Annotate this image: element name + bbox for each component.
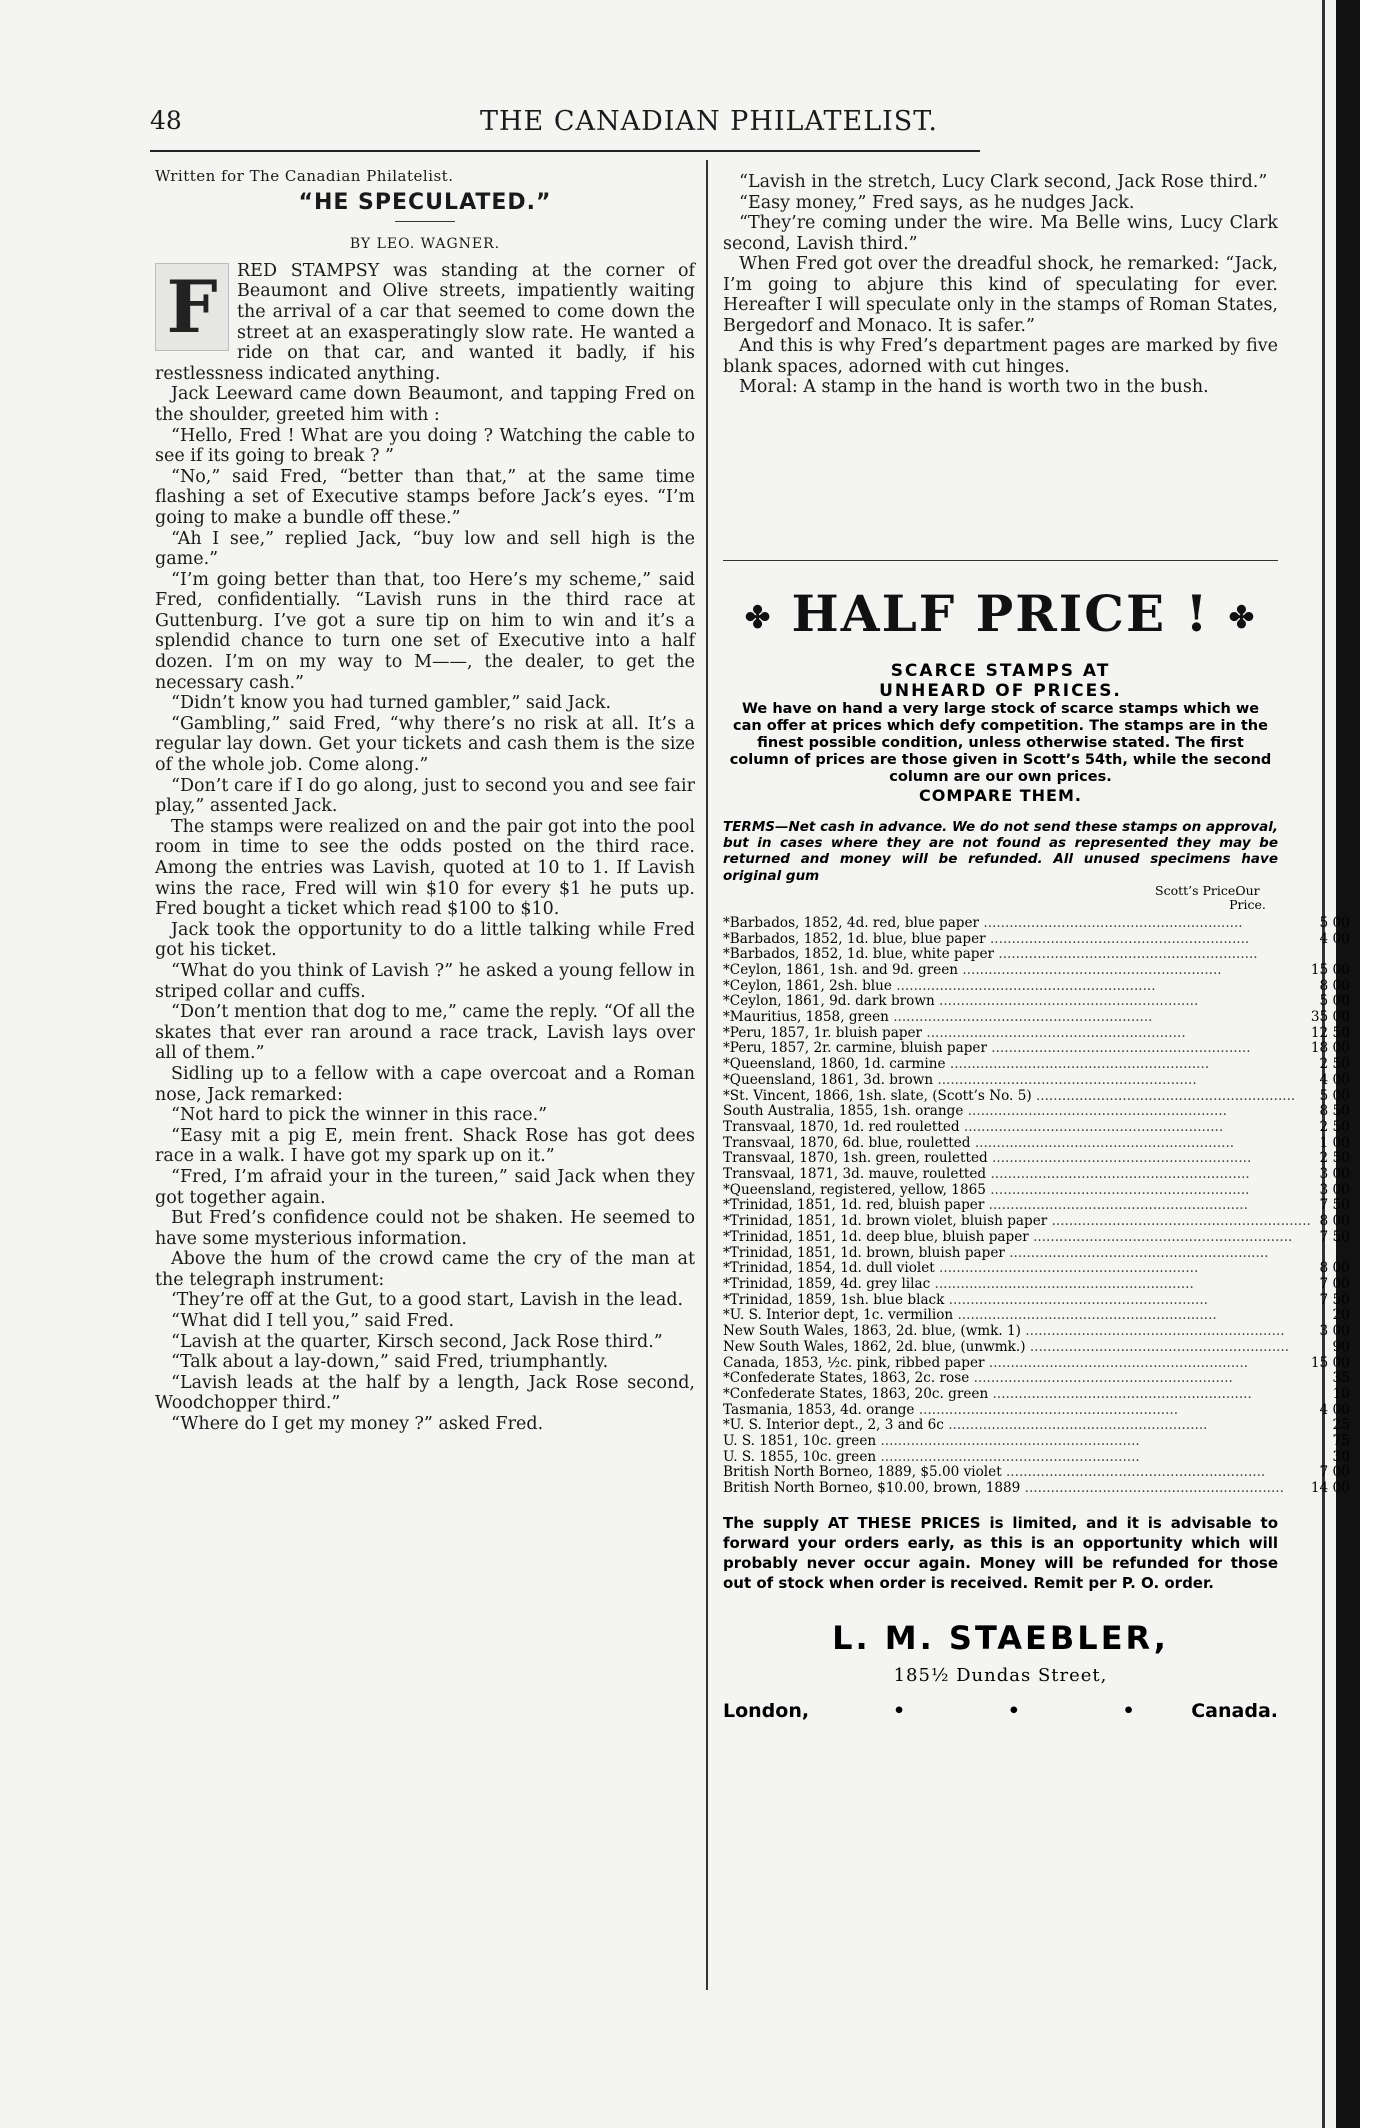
scott-price: 7 50 <box>1319 1291 1350 1308</box>
leader-dots: ............................................................ <box>1004 1245 1269 1261</box>
story-paragraph: “What did I tell you,” said Fred. <box>171 1311 455 1332</box>
story-paragraph: Moral: A stamp in the hand is worth two in the bush. <box>739 377 1209 397</box>
scott-price: 18 00 <box>1310 1040 1350 1057</box>
ad-subhead <box>723 661 1278 701</box>
story-title: “HE SPECULATED.” <box>298 189 552 215</box>
scott-price: 8 00 <box>1319 1213 1350 1230</box>
running-title: THE CANADIAN PHILATELIST. <box>480 106 938 137</box>
stamp-row <box>723 1183 1399 1199</box>
story-paragraph: “Ah I see,” replied Jack, “buy low and sell high is the game.” <box>155 528 695 570</box>
leader-dots: ............................................................ <box>994 947 1258 963</box>
stamp-row <box>723 1356 1399 1372</box>
leader-dots: ............................................................ <box>1020 1481 1284 1497</box>
leader-dots: ............................................................ <box>1028 1229 1293 1245</box>
scan-margin <box>1360 0 1400 2128</box>
column-divider <box>706 160 708 1990</box>
stamp-row <box>723 1041 1399 1057</box>
stamp-row <box>723 1198 1399 1214</box>
scott-price: 35 00 <box>1310 1009 1350 1026</box>
story-paragraph: “Where do I get my money ?” asked Fred. <box>171 1414 544 1435</box>
stamp-row <box>723 1308 1399 1324</box>
stamp-description: British North Borneo, $10.00, brown, 1889 <box>723 1481 1021 1497</box>
scott-price: 1 00 <box>1319 1134 1350 1151</box>
story-paragraph: “What do you think of Lavish ?” he asked a young fellow in striped collar and cuffs. <box>155 960 695 1002</box>
stamp-row <box>723 1026 1399 1042</box>
story-paragraph: And this is why Fred’s department pages are marked by five blank spaces, adorned with cut hinges. <box>723 336 1278 377</box>
scott-price: 5 00 <box>1319 993 1350 1010</box>
story-paragraph: “Don’t mention that dog to me,” came the reply. “Of all the skates that ever ran around a race track, Lavish lays over all of them.” <box>155 1002 695 1064</box>
advertiser-city: London, <box>723 1699 810 1722</box>
ad-headline-text: HALF PRICE ! <box>791 584 1210 643</box>
stamp-description: U. S. 1851, 10c. green <box>723 1434 877 1450</box>
stamp-row <box>723 1057 1399 1073</box>
scott-price: 5 00 <box>1319 1087 1350 1104</box>
stamp-description: *Trinidad, 1851, 1d. brown, bluish paper <box>723 1245 1005 1261</box>
right-ornament-icon: ✤ <box>1228 600 1257 636</box>
scott-price: 2 50 <box>1319 1118 1350 1135</box>
story-byline: BY LEO. WAGNER. <box>349 236 501 253</box>
stamp-description: New South Wales, 1862, 2d. blue, (unwmk.) <box>723 1339 1026 1355</box>
story-paragraph: RED STAMPSY was standing at the corner of Beaumont and Olive streets, impatiently waiting the arrival of a car that seemed to come down the street at an exasperatingly slow rate. He wanted a ride on that car, and wanted it badly, if his restlessness indicated anything. <box>155 260 695 384</box>
leader-dots: ............................................................ <box>969 1371 1233 1387</box>
scott-price: 3 00 <box>1319 1181 1350 1198</box>
scott-price: 10 <box>1332 1385 1350 1402</box>
leader-dots: ............................................................ <box>959 1119 1224 1135</box>
supply-note: The supply AT THESE PRICES is limited, and it is advisable to forward your orders early, as this is an opportunity which will probably never occur again. Money will be refunded for those out of stock when order is received. Remit per P. O. order. <box>723 1513 1278 1592</box>
stamp-row <box>723 1261 1399 1277</box>
stamp-row <box>723 1104 1399 1120</box>
story-paragraph: “Didn’t know you had turned gambler,” said Jack. <box>171 693 612 714</box>
leader-dots: ............................................................ <box>922 1025 1186 1041</box>
stamp-row <box>723 1120 1399 1136</box>
stamp-row <box>723 1246 1399 1262</box>
stamp-row <box>723 1387 1399 1403</box>
leader-dots: ............................................................ <box>934 1261 1199 1277</box>
leader-dots: ............................................................ <box>970 1135 1235 1151</box>
stamp-row <box>723 994 1399 1010</box>
scott-price: 15 00 <box>1310 1354 1350 1371</box>
story-paragraph: “Hello, Fred ! What are you doing ? Watching the cable to see if its going to break ? ” <box>155 425 695 467</box>
stamp-description: *Mauritius, 1858, green <box>723 1010 889 1026</box>
scott-price: 4 00 <box>1319 930 1350 947</box>
story-paragraph: Jack took the opportunity to do a little talking while Fred got his ticket. <box>155 919 695 961</box>
leader-dots: ............................................................ <box>984 1355 1249 1371</box>
leader-dots: ............................................................ <box>1031 1088 1296 1104</box>
leader-dots: ............................................................ <box>988 1386 1252 1402</box>
story-paragraph: Jack Leeward came down Beaumont, and tapping Fred on the shoulder, greeted him with : <box>155 384 695 425</box>
scott-price: 5 00 <box>1319 914 1350 931</box>
leader-dots: ............................................................ <box>876 1434 1140 1450</box>
stamp-description: *Confederate States, 1863, 2c. rose <box>723 1371 970 1387</box>
city-dots: • • • <box>893 1699 1183 1722</box>
leader-dots: ............................................................ <box>944 1292 1208 1308</box>
scott-price <box>1311 1246 1360 1262</box>
leader-dots: ............................................................ <box>876 1449 1140 1465</box>
story-paragraph: “Talk about a lay-down,” said Fred, triumphantly. <box>171 1352 609 1373</box>
stamp-description: *Barbados, 1852, 1d. blue, blue paper <box>723 931 986 947</box>
stamp-description: Canada, 1853, ½c. pink, ribbed paper <box>723 1355 985 1371</box>
stamp-row <box>723 1418 1399 1434</box>
stamp-description: British North Borneo, 1889, $5.00 violet <box>723 1465 1002 1481</box>
leader-dots: ............................................................ <box>1047 1214 1311 1230</box>
leader-dots: ............................................................ <box>979 915 1243 931</box>
stamp-description: *Trinidad, 1859, 4d. grey lilac <box>723 1276 931 1292</box>
stamp-description: U. S. 1855, 10c. green <box>723 1449 877 1465</box>
leader-dots: ............................................................ <box>958 962 1222 978</box>
story-paragraph: “Don’t care if I do go along, just to second you and see fair play,” assented Jack. <box>155 775 695 817</box>
half-price-advertisement <box>723 578 1350 1726</box>
stamp-row <box>723 1403 1399 1419</box>
stamp-row <box>723 1324 1399 1340</box>
leader-dots: ............................................................ <box>930 1276 1194 1292</box>
stamp-description: *Peru, 1857, 2r. carmine, bluish paper <box>723 1041 987 1057</box>
stamp-description: *Confederate States, 1863, 20c. green <box>723 1386 989 1402</box>
advertiser-name: L. M. STAEBLER, <box>832 1618 1169 1657</box>
leader-dots: ............................................................ <box>963 1104 1227 1120</box>
story-paragraph: “Gambling,” said Fred, “why there’s no risk at all. It’s a regular lay down. Get your tickets and cash them is the size of the whole job. Come along.” <box>155 713 695 776</box>
stamp-row <box>723 1450 1399 1466</box>
drop-cap: F <box>155 263 229 351</box>
stamp-description: *Ceylon, 1861, 1sh. and 9d. green <box>723 962 959 978</box>
scott-price: 20 <box>1332 1307 1350 1324</box>
stamp-description: South Australia, 1855, 1sh. orange <box>723 1104 964 1120</box>
story-paragraph: When Fred got over the dreadful shock, he remarked: “Jack, I’m going to abjure this kind of speculating for ever. Hereafter I will speculate only in the stamps of Roman States, Bergedorf and Monaco. It is safer.” <box>723 254 1278 336</box>
ad-separator-rule <box>723 560 1278 561</box>
stamp-description: *Trinidad, 1851, 1d. brown violet, bluish paper <box>723 1214 1048 1230</box>
scott-price: 2 50 <box>1319 1150 1350 1167</box>
stamp-row <box>723 1230 1399 1246</box>
scott-price: 15 00 <box>1310 961 1350 978</box>
stamp-description: *Trinidad, 1851, 1d. deep blue, bluish paper <box>723 1229 1029 1245</box>
story-paragraph: ‘They’re off at the Gut, to a good start, Lavish in the lead. <box>171 1290 684 1311</box>
title-rule <box>395 221 455 222</box>
leader-dots: ............................................................ <box>985 931 1250 947</box>
story-continued-column <box>723 172 1278 398</box>
scott-price: 3 00 <box>1319 1166 1350 1183</box>
stamp-row <box>723 1089 1399 1105</box>
stamp-description: *St. Vincent, 1866, 1sh. slate, (Scott’s No. 5) <box>723 1088 1032 1104</box>
stamp-row <box>723 947 1399 963</box>
story-paragraph: “No,” said Fred, “better than that,” at the same time flashing a set of Executive stamps before Jack’s eyes. “I’m going to make a bundle off these.” <box>155 466 695 528</box>
page-header <box>150 106 980 146</box>
stamp-description: *U. S. Interior dept, 1c. vermilion <box>723 1308 954 1324</box>
scott-price: 75 <box>1332 1433 1350 1450</box>
stamp-description: Transvaal, 1871, 3d. mauve, rouletted <box>723 1167 987 1183</box>
scott-price: 7 00 <box>1319 1275 1350 1292</box>
ad-headline <box>723 584 1278 643</box>
stamp-row <box>723 1371 1399 1387</box>
story-paragraph: Sidling up to a fellow with a cape overcoat and a Roman nose, Jack remarked: <box>155 1063 695 1105</box>
advertiser-city-line <box>723 1700 1278 1726</box>
story-paragraph: “Lavish in the stretch, Lucy Clark second, Jack Rose third.” <box>739 172 1268 192</box>
scott-price: 90 <box>1332 1338 1350 1355</box>
leader-dots: ............................................................ <box>1020 1324 1285 1340</box>
scott-price: 4 00 <box>1319 1401 1350 1418</box>
leader-dots: ............................................................ <box>987 1151 1252 1167</box>
story-paragraph: “They’re coming under the wire. Ma Belle wins, Lucy Clark second, Lavish third.” <box>723 213 1278 254</box>
stamp-price-list <box>723 916 1399 1497</box>
stamp-description: *Barbados, 1852, 1d. blue, white paper <box>723 947 995 963</box>
stamp-row <box>723 1465 1399 1481</box>
ad-subhead-line-1: SCARCE STAMPS AT <box>890 661 1111 681</box>
leader-dots: ............................................................ <box>953 1308 1217 1324</box>
scott-price: 14 00 <box>1310 1480 1350 1497</box>
stamp-description: *Ceylon, 1861, 2sh. blue <box>723 978 892 994</box>
stamp-description: *Ceylon, 1861, 9d. dark brown <box>723 994 935 1010</box>
scott-price: 3 00 <box>1319 1323 1350 1340</box>
leader-dots: ............................................................ <box>984 1198 1248 1214</box>
scott-price: 7 00 <box>1319 1464 1350 1481</box>
page-number: 48 <box>150 106 182 135</box>
story-paragraph: “Lavish leads at the half by a length, Jack Rose second, Woodchopper third.” <box>155 1372 695 1414</box>
story-paragraph: “Not hard to pick the winner in this race.” <box>171 1105 548 1126</box>
stamp-row <box>723 1214 1399 1230</box>
stamp-row <box>723 1277 1399 1293</box>
leader-dots: ............................................................ <box>985 1182 1250 1198</box>
price-column-headers <box>723 884 1278 916</box>
story-paragraph: But Fred’s confidence could not be shaken. He seemed to have some mysterious information. <box>155 1208 695 1249</box>
left-ornament-icon: ✤ <box>744 600 773 636</box>
stamp-row <box>723 1293 1399 1309</box>
stamp-row <box>723 1073 1399 1089</box>
stamp-row <box>723 1151 1399 1167</box>
story-paragraph: Above the hum of the crowd came the cry of the man at the telegraph instrument: <box>155 1249 695 1290</box>
ad-compare: COMPARE THEM. <box>919 786 1082 805</box>
ad-terms: TERMS—Net cash in advance. We do not send these stamps on approval, but in cases where they are not found as represented they may be returned and money will be refunded. All unused specimens have original gum <box>723 819 1278 884</box>
stamp-description: Transvaal, 1870, 6d. blue, rouletted <box>723 1135 971 1151</box>
scott-price: 4 00 <box>1319 1071 1350 1088</box>
leader-dots: ............................................................ <box>914 1402 1179 1418</box>
story-column <box>155 166 695 1435</box>
scott-price: 8 00 <box>1319 1260 1350 1277</box>
leader-dots: ............................................................ <box>943 1418 1208 1434</box>
advertiser-country: Canada. <box>1191 1699 1278 1722</box>
stamp-row <box>723 963 1399 979</box>
scott-price-header: Scott’s Price. <box>1155 882 1240 898</box>
story-paragraph: “Easy money,” Fred says, as he nudges Jack. <box>739 192 1135 213</box>
story-paragraph: “Lavish at the quarter, Kirsch second, Jack Rose third.” <box>171 1331 663 1352</box>
scott-price: 2 50 <box>1319 1056 1350 1073</box>
scott-price: 30 <box>1332 1448 1350 1465</box>
stamp-row <box>723 1167 1399 1183</box>
header-rule <box>150 150 980 152</box>
stamp-row <box>723 1434 1399 1450</box>
story-paragraph: The stamps were realized on and the pair got into the pool room in time to see the odds posted on the third race. Among the entries was Lavish, quoted at 10 to 1. If Lavish wins the race, Fred will win $10 for every $1 he puts up. Fred bought a ticket which read $100 to $10. <box>155 816 695 920</box>
stamp-description: *Trinidad, 1859, 1sh. blue black <box>723 1292 945 1308</box>
story-paragraph: “Fred, I’m afraid your in the tureen,” said Jack when they got together again. <box>155 1166 695 1208</box>
stamp-row <box>723 1340 1399 1356</box>
stamp-row <box>723 1136 1399 1152</box>
scott-price: 35 <box>1332 1370 1350 1387</box>
leader-dots: ............................................................ <box>986 1167 1250 1183</box>
stamp-description: *Trinidad, 1854, 1d. dull violet <box>723 1261 935 1277</box>
ad-subhead-line-2: UNHEARD OF PRICES. <box>879 681 1122 701</box>
story-credit: Written for The Canadian Philatelist. <box>155 167 454 185</box>
scott-price: 7 50 <box>1319 1197 1350 1214</box>
leader-dots: ............................................................ <box>888 1010 1153 1026</box>
stamp-description: Transvaal, 1870, 1d. red rouletted <box>723 1119 960 1135</box>
stamp-description: *U. S. Interior dept., 2, 3 and 6c <box>723 1418 944 1434</box>
stamp-row <box>723 932 1399 948</box>
scott-price: 12 50 <box>1310 1024 1350 1041</box>
scott-price <box>1311 947 1360 963</box>
scott-price: 7 50 <box>1319 1228 1350 1245</box>
story-paragraph: “Easy mit a pig E, mein frent. Shack Rose has got dees race in a walk. I have got my spark up on it.” <box>155 1125 695 1167</box>
story-continued-body <box>723 172 1278 398</box>
leader-dots: ............................................................ <box>986 1041 1251 1057</box>
stamp-description: *Queensland, registered, yellow, 1865 <box>723 1182 986 1198</box>
leader-dots: ............................................................ <box>891 978 1156 994</box>
stamp-description: Transvaal, 1870, 1sh. green, rouletted <box>723 1151 988 1167</box>
stamp-row <box>723 1010 1399 1026</box>
ad-blurb: We have on hand a very large stock of scarce stamps which we can offer at prices which defy competition. The stamps are in the finest possible condition, unless otherwise stated. The first column of prices are those given in Scott’s 54th, while the second column are our own prices. <box>729 701 1272 785</box>
story-body <box>155 261 695 1435</box>
stamp-description: New South Wales, 1863, 2d. blue, (wmk. 1) <box>723 1324 1021 1340</box>
stamp-description: *Queensland, 1860, 1d. carmine <box>723 1057 946 1073</box>
leader-dots: ............................................................ <box>1025 1339 1290 1355</box>
stamp-row <box>723 1481 1399 1497</box>
leader-dots: ............................................................ <box>933 1072 1197 1088</box>
advertiser-street: 185½ Dundas Street, <box>893 1664 1108 1686</box>
story-paragraph: “I’m going better than that, too Here’s my scheme,” said Fred, confidentially. “Lavish runs in the third race at Guttenburg. I’ve got a sure tip on him to win and it’s a splendid chance to turn one set of Executive into a half dozen. I’m on my way to M——, the dealer, to get the necessary cash.” <box>155 569 695 693</box>
stamp-description: *Trinidad, 1851, 1d. red, bluish paper <box>723 1198 985 1214</box>
leader-dots: ............................................................ <box>934 994 1199 1010</box>
stamp-description: *Queensland, 1861, 3d. brown <box>723 1072 934 1088</box>
stamp-description: *Peru, 1857, 1r. bluish paper <box>723 1025 923 1041</box>
leader-dots: ............................................................ <box>945 1057 1210 1073</box>
scott-price: 8 50 <box>1319 1103 1350 1120</box>
our-price-header: Our Price. <box>1229 882 1266 912</box>
scott-price: 8 00 <box>1319 977 1350 994</box>
stamp-description: *Barbados, 1852, 4d. red, blue paper <box>723 915 980 931</box>
stamp-row <box>723 916 1399 932</box>
stamp-description: Tasmania, 1853, 4d. orange <box>723 1402 915 1418</box>
leader-dots: ............................................................ <box>1001 1465 1266 1481</box>
scott-price: 25 <box>1332 1417 1350 1434</box>
stamp-row <box>723 979 1399 995</box>
